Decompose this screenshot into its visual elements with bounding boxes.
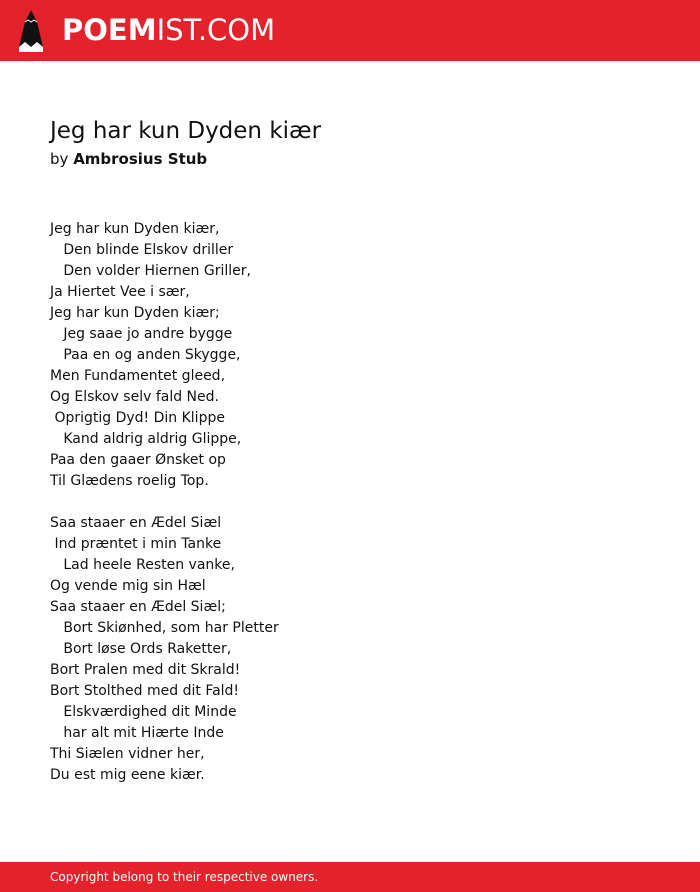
- poem-line: Den volder Hiernen Griller,: [50, 263, 251, 279]
- by-label: by: [50, 150, 69, 168]
- poem-line: Paa den gaaer Ønsket op: [50, 452, 226, 468]
- poem-body: [50, 219, 279, 786]
- copyright-notice: Copyright belong to their respective owners.: [50, 870, 319, 884]
- site-logo[interactable]: [62, 12, 275, 48]
- poem-line: Kand aldrig aldrig Glippe,: [50, 431, 242, 447]
- poem-line: Bort Stolthed med dit Fald!: [50, 683, 240, 699]
- poem-line: Jeg saae jo andre bygge: [50, 326, 233, 342]
- poem-line: Den blinde Elskov driller: [50, 242, 234, 258]
- poem-line: Til Glædens roelig Top.: [50, 473, 209, 489]
- poem-line: har alt mit Hiærte Inde: [50, 725, 224, 741]
- poem-line: Bort Pralen med dit Skrald!: [50, 662, 241, 678]
- stanza-break: [50, 492, 279, 513]
- poem-line: Saa staaer en Ædel Siæl: [50, 515, 222, 531]
- logo-text-strong: POEM: [62, 13, 157, 47]
- poem-line: Paa en og anden Skygge,: [50, 347, 241, 363]
- site-header: [0, 0, 700, 61]
- site-footer: [0, 862, 700, 892]
- poem-line: Jeg har kun Dyden kiær;: [50, 305, 220, 321]
- pencil-icon[interactable]: [17, 9, 45, 53]
- poem-line: Thi Siælen vidner her,: [50, 746, 205, 762]
- poem-line: Oprigtig Dyd! Din Klippe: [50, 410, 225, 426]
- poem-line: Lad heele Resten vanke,: [50, 557, 235, 573]
- poem-line: Du est mig eene kiær.: [50, 767, 205, 783]
- poem-line: Ja Hiertet Vee i sær,: [50, 284, 190, 300]
- byline: [50, 149, 207, 169]
- author-name[interactable]: Ambrosius Stub: [73, 150, 208, 168]
- poem-line: Og vende mig sin Hæl: [50, 578, 206, 594]
- stanza: [50, 513, 279, 786]
- poem-line: Men Fundamentet gleed,: [50, 368, 226, 384]
- poem-line: Saa staaer en Ædel Siæl;: [50, 599, 226, 615]
- logo-text-light: IST.COM: [156, 13, 276, 47]
- poem-line: Og Elskov selv fald Ned.: [50, 389, 219, 405]
- poem-title: Jeg har kun Dyden kiær: [50, 118, 322, 144]
- poem-line: Bort Skiønhed, som har Pletter: [50, 620, 279, 636]
- poem-line: Ind præntet i min Tanke: [50, 536, 222, 552]
- poem-line: Jeg har kun Dyden kiær,: [50, 221, 220, 237]
- poem-line: Bort løse Ords Raketter,: [50, 641, 232, 657]
- poem-line: Elskværdighed dit Minde: [50, 704, 237, 720]
- stanza: [50, 219, 279, 492]
